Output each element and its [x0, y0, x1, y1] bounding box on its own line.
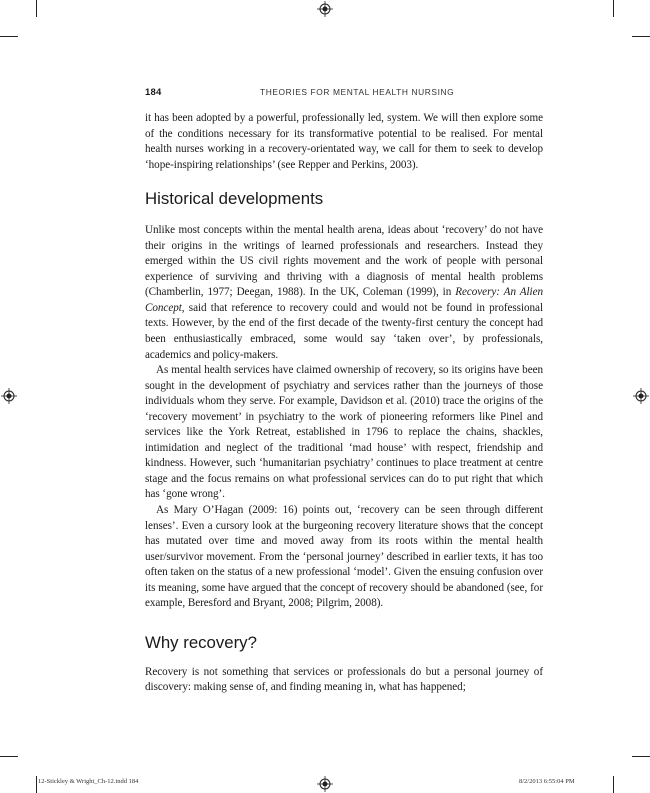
crop-mark-top-left-horizontal — [0, 36, 18, 37]
registration-mark-right-icon — [633, 388, 649, 404]
section-heading-why-recovery: Why recovery? — [145, 632, 257, 652]
crop-mark-bottom-left-horizontal — [0, 756, 18, 757]
intro-paragraph: it has been adopted by a powerful, professionally led, system. We will then explore some of the conditions necessary for its transformative potential to be realised. For mental health nurses working in a recovery-orientated way, we call for them to seek to develop ‘hope-inspiring relationships’ (see Repper and Perkins, 2003). — [145, 112, 543, 171]
registration-mark-bottom-icon — [317, 776, 333, 792]
crop-mark-bottom-left-vertical — [36, 776, 37, 793]
historical-paragraph-3: As Mary O’Hagan (2009: 16) points out, ‘recovery can be seen through different lenses’. Even a cursory look at the burgeoning recovery literature shows that the concept has mutated over time and moved away from its roots within the mental health user/survivor movement. From the ‘personal journey’ described in earlier texts, it has too often taken on the status of a new professional ‘model’. Given the ensuing confusion over its meaning, some have argued that the concept of recovery should be abandoned (see, for example, Beresford and Bryant, 2008; Pilgrim, 2008). — [145, 504, 543, 610]
running-title: THEORIES FOR MENTAL HEALTH NURSING — [260, 87, 455, 97]
registration-mark-left-icon — [1, 388, 17, 404]
historical-paragraph-1-part-2: , said that reference to recovery could and would not be found in professional texts. However, by the end of the first decade of the twenty-first century the concept had been enthusiastically embraced, some would say ‘taken over’, by professionals, academics and policy-makers. — [145, 301, 543, 361]
historical-paragraph-2: As mental health services have claimed ownership of recovery, so its origins have been sought in the development of psychiatry and services rather than the journeys of those individuals whom they serve. For example, Davidson et al. (2010) trace the origins of the ‘recovery movement’ in psychiatry to the work of pioneering reformers like Pinel and services like the York Retreat, established in 1796 to replace the chains, shackles, intimidation and neglect of the traditional ‘mad house’ with respect, friendship and kindness. However, such ‘humanitarian psychiatry’ continues to place treatment at centre stage and the focus remains on what professional services can do to put right that which has ‘gone wrong’. — [145, 364, 543, 501]
historical-paragraph-1 — [145, 223, 543, 363]
crop-mark-top-left-vertical — [36, 0, 37, 17]
page-number: 184 — [145, 87, 162, 98]
file-slug: 12-Stickley & Wright_Ch-12.indd 184 — [38, 778, 139, 785]
print-timestamp: 8/2/2013 6:55:04 PM — [519, 778, 575, 785]
why-recovery-paragraph-1: Recovery is not something that services or professionals do but a personal journey of discovery: making sense of, and finding meaning in, what has happened; — [145, 665, 543, 694]
historical-paragraph-1-part-1: Unlike most concepts within the mental health arena, ideas about ‘recovery’ do not have their origins in the writings of learned professionals and researchers. Instead they emerged within the US civil rights movement and the work of people with personal experience of surviving and thriving with a diagnosis of mental health problems (Chamberlin, 1977; Deegan, 1988). In the UK, Coleman (1999), in — [145, 224, 543, 299]
book-title-italic: Recovery: An Alien Concept — [145, 286, 543, 314]
registration-mark-top-icon — [317, 1, 333, 17]
page-body — [145, 111, 543, 696]
running-header — [145, 87, 543, 101]
crop-mark-bottom-right-vertical — [613, 776, 614, 793]
crop-mark-top-right-vertical — [613, 0, 614, 17]
crop-mark-bottom-right-horizontal — [632, 756, 650, 757]
crop-mark-top-right-horizontal — [632, 36, 650, 37]
section-heading-historical-developments: Historical developments — [145, 189, 324, 209]
